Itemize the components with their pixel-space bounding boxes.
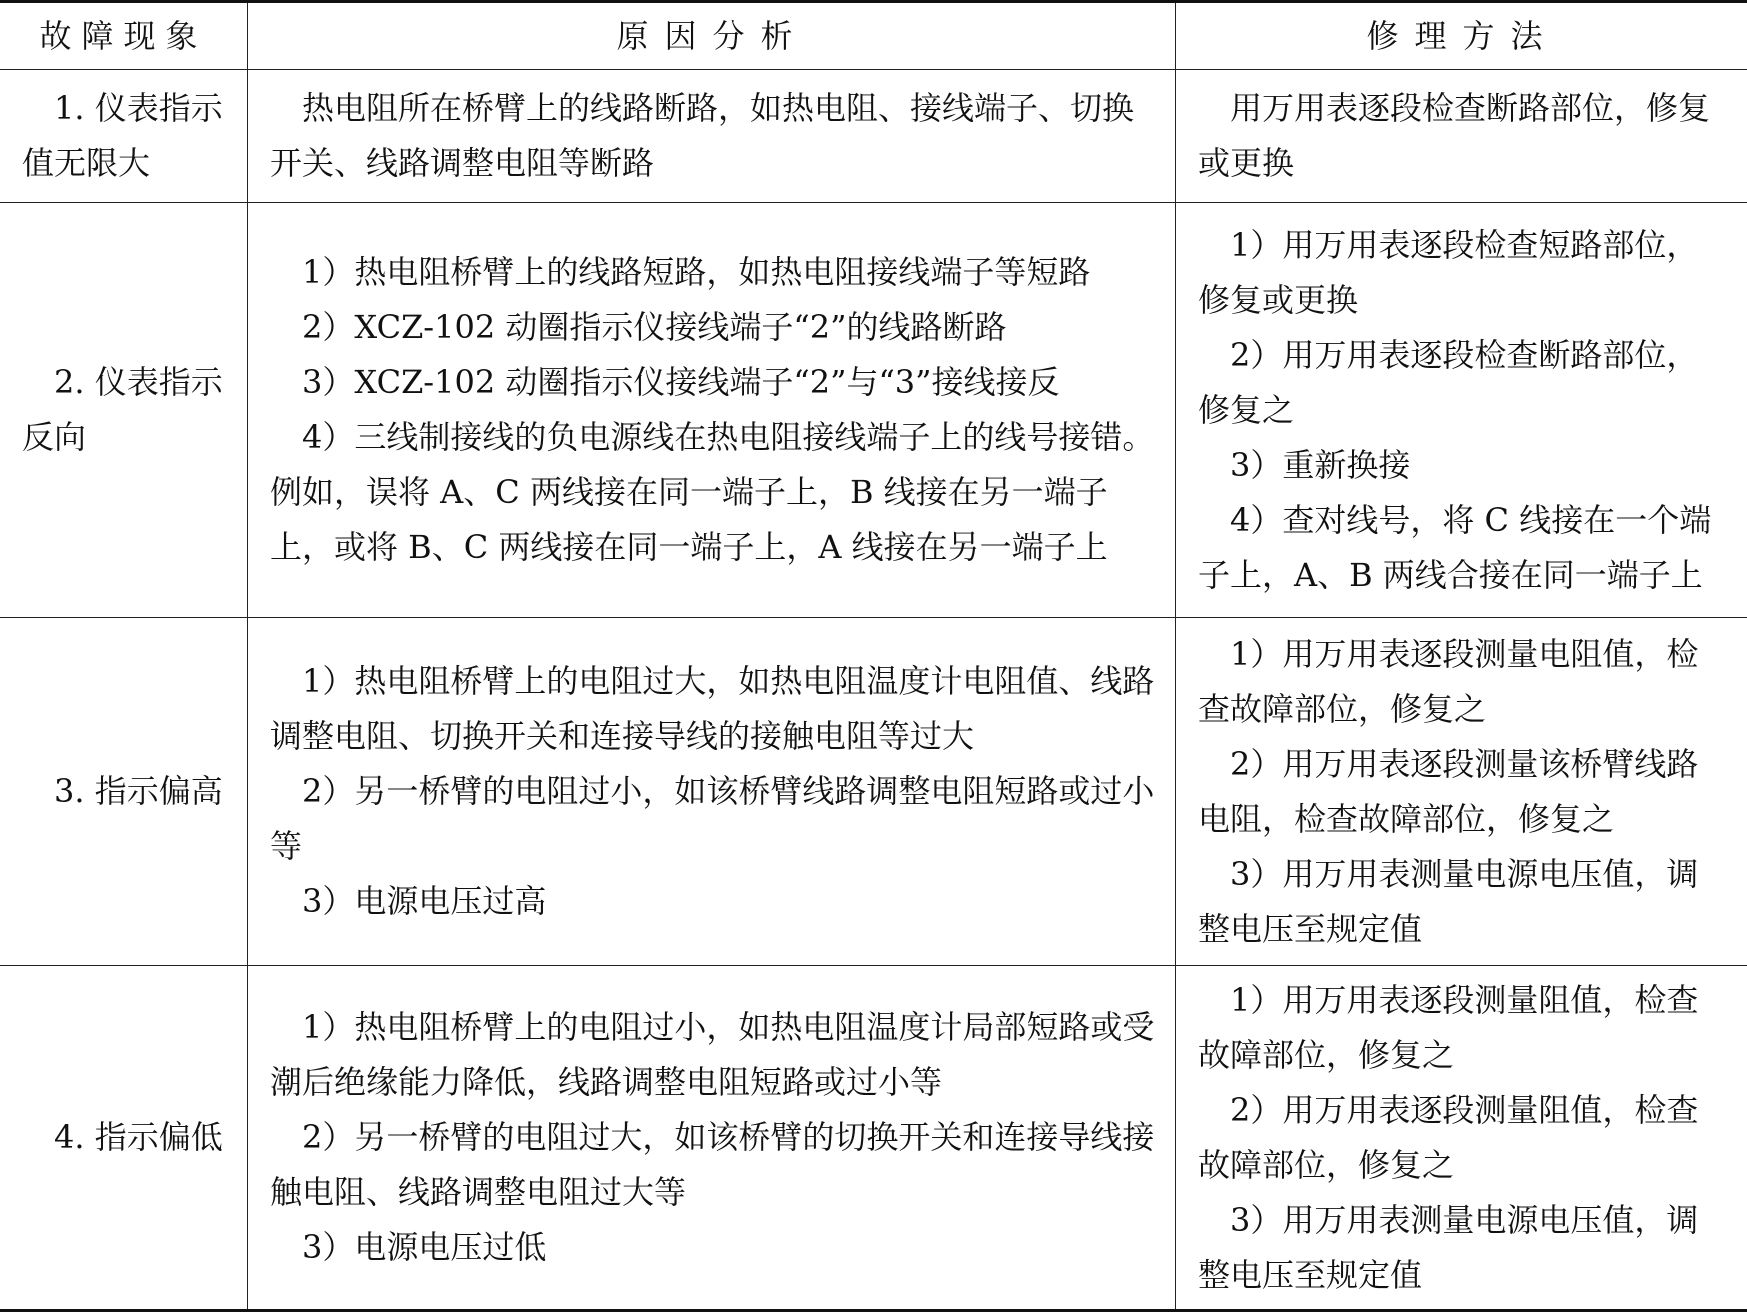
symptom-text: 1. 仪表指示值无限大 xyxy=(22,89,223,182)
table-row xyxy=(0,618,1747,966)
header-repair: 修理方法 xyxy=(1366,16,1559,55)
cause-line: 1）热电阻桥臂上的电阻过小，如热电阻温度计局部短路或受潮后绝缘能力降低，线路调整电阻短路或过小等 xyxy=(270,1008,1155,1101)
symptom-cell xyxy=(0,203,248,617)
cause-cell xyxy=(248,618,1176,965)
repair-line: 1）用万用表逐段测量电阻值，检查故障部位，修复之 xyxy=(1198,634,1699,728)
table-row xyxy=(0,70,1747,203)
repair-line: 3）用万用表测量电源电压值，调整电压至规定值 xyxy=(1198,1200,1699,1294)
header-cause: 原因分析 xyxy=(248,3,1176,69)
symptom-text: 3. 指示偏高 xyxy=(54,772,223,810)
repair-line: 2）用万用表逐段检查断路部位，修复之 xyxy=(1198,335,1699,429)
table-header-row xyxy=(0,3,1747,70)
symptom-text: 4. 指示偏低 xyxy=(54,1118,223,1156)
repair-line: 3）用万用表测量电源电压值，调整电压至规定值 xyxy=(1198,854,1699,948)
symptom-text: 2. 仪表指示反向 xyxy=(22,363,223,456)
repair-cell xyxy=(1176,966,1747,1309)
repair-line: 3）重新换接 xyxy=(1230,445,1411,484)
repair-line: 1）用万用表逐段检查短路部位，修复或更换 xyxy=(1198,225,1699,319)
repair-line: 2）用万用表逐段测量阻值，检查故障部位，修复之 xyxy=(1198,1090,1699,1184)
repair-line: 2）用万用表逐段测量该桥臂线路电阻，检查故障部位，修复之 xyxy=(1198,744,1699,838)
cause-line: 3）电源电压过高 xyxy=(302,882,547,920)
cause-line: 3）XCZ-102 动圈指示仪接线端子“2”与“3”接线接反 xyxy=(302,363,1060,401)
cause-line: 1）热电阻桥臂上的线路短路，如热电阻接线端子等短路 xyxy=(302,253,1091,291)
cause-line: 1）热电阻桥臂上的电阻过大，如热电阻温度计电阻值、线路调整电阻、切换开关和连接导线的接触电阻等过大 xyxy=(270,662,1155,755)
repair-line: 1）用万用表逐段测量阻值，检查故障部位，修复之 xyxy=(1198,980,1699,1074)
repair-line: 用万用表逐段检查断路部位，修复或更换 xyxy=(1198,89,1711,182)
repair-cell xyxy=(1176,70,1747,202)
symptom-cell xyxy=(0,618,248,965)
header-symptom: 故障现象 xyxy=(0,3,248,69)
table-row xyxy=(0,203,1747,618)
cause-line: 热电阻所在桥臂上的线路断路，如热电阻、接线端子、切换开关、线路调整电阻等断路 xyxy=(270,89,1135,182)
cause-line: 2）XCZ-102 动圈指示仪接线端子“2”的线路断路 xyxy=(302,308,1007,346)
repair-line: 4）查对线号，将 C 线接在一个端子上，A、B 两线合接在同一端子上 xyxy=(1198,500,1712,594)
cause-line: 3）电源电压过低 xyxy=(302,1228,547,1266)
cause-line: 2）另一桥臂的电阻过大，如该桥臂的切换开关和连接导线接触电阻、线路调整电阻过大等 xyxy=(270,1118,1155,1211)
cause-cell xyxy=(248,966,1176,1309)
symptom-cell xyxy=(0,70,248,202)
symptom-cell xyxy=(0,966,248,1309)
repair-cell xyxy=(1176,618,1747,965)
cause-cell xyxy=(248,70,1176,202)
cause-line: 2）另一桥臂的电阻过小，如该桥臂线路调整电阻短路或过小等 xyxy=(270,772,1155,865)
cause-cell xyxy=(248,203,1176,617)
table-row xyxy=(0,966,1747,1309)
cause-line: 4）三线制接线的负电源线在热电阻接线端子上的线号接错。例如，误将 A、C 两线接在同一端子上，B 线接在另一端子上，或将 B、C 两线接在同一端子上，A 线接在另一端子上 xyxy=(270,418,1155,566)
repair-cell xyxy=(1176,203,1747,617)
